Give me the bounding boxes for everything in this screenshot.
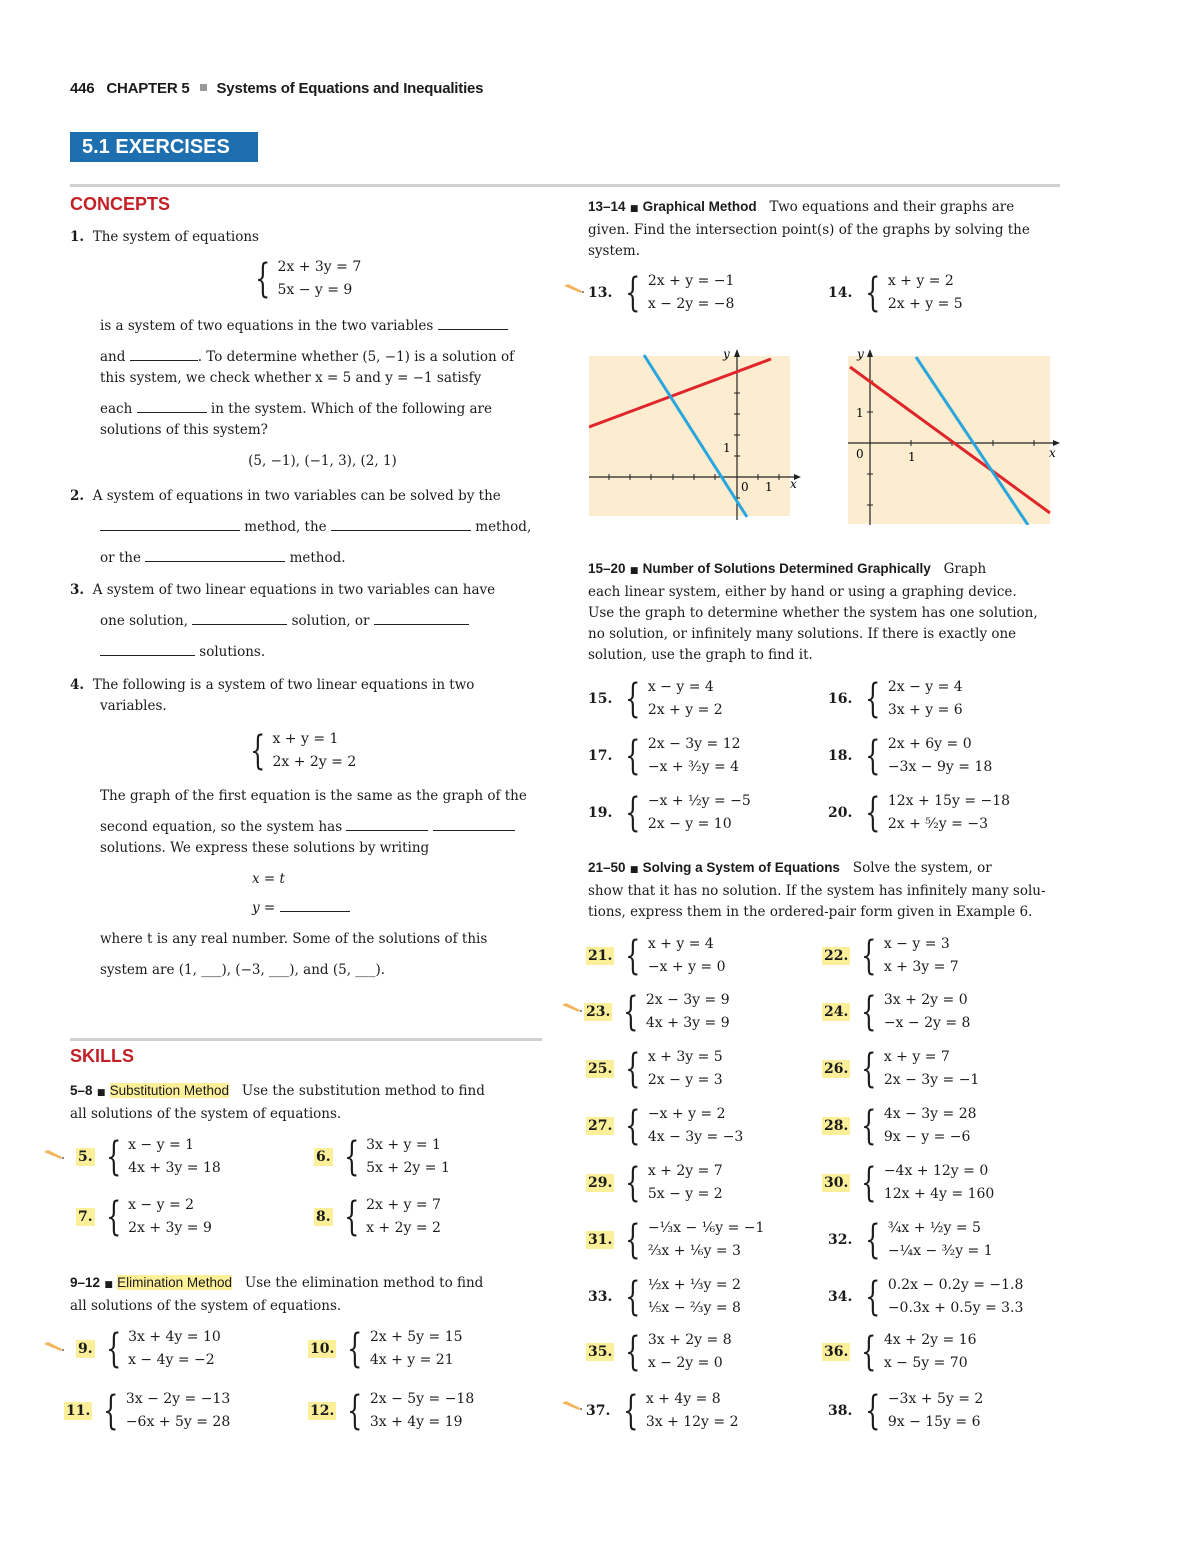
blank[interactable] [374, 612, 469, 625]
left-brace-icon: { [105, 1326, 121, 1372]
p13-eq1: 2x + y = −1 [647, 273, 735, 289]
y-axis-arrow-icon [867, 349, 873, 357]
p28-eq1: 4x − 3y = 28 [883, 1106, 977, 1122]
g1-text2: given. Find the intersection point(s) of the graphs by solving the [588, 222, 1030, 238]
p36-number: 36. [824, 1344, 849, 1360]
left-brace-icon: { [865, 270, 881, 316]
sub2-text2: all solutions of the system of equations. [70, 1298, 342, 1314]
p35-eq2: x − 2y = 0 [647, 1355, 723, 1371]
q3-t3: solution, or [291, 613, 370, 629]
x-axis-label: x [790, 477, 797, 491]
p10-eq2: 4x + y = 21 [369, 1352, 454, 1368]
tick-0: 0 [741, 480, 749, 494]
chapter-label: CHAPTER 5 [106, 80, 190, 97]
p18-number: 18. [828, 748, 853, 764]
problem-14 [826, 270, 963, 316]
g2-text: Graph [943, 561, 987, 577]
graph-14 [848, 345, 1063, 525]
p26-eq2: 2x − 3y = −1 [883, 1072, 980, 1088]
p24-eq1: 3x + 2y = 0 [883, 992, 968, 1008]
p33-eq1: ½x + ⅓y = 2 [647, 1277, 741, 1293]
problem-21 [586, 933, 726, 979]
p19-eq2: 2x − y = 10 [647, 816, 732, 832]
blank[interactable] [438, 317, 508, 330]
p25-eq2: 2x − y = 3 [647, 1072, 723, 1088]
p9-number: 9. [78, 1341, 93, 1357]
problem-35 [586, 1329, 732, 1375]
p8-number: 8. [316, 1209, 331, 1225]
blank[interactable] [100, 643, 195, 656]
p8-eq2: x + 2y = 2 [366, 1220, 441, 1236]
p19-eq1: −x + ½y = −5 [647, 793, 751, 809]
g3-range: 21–50 [588, 860, 626, 875]
p6-number: 6. [316, 1149, 331, 1165]
problem-16 [826, 676, 963, 722]
pencil-icon [44, 1342, 64, 1352]
p22-eq2: x + 3y = 7 [883, 959, 959, 975]
q4-y-line: y = [252, 900, 276, 916]
p22-number: 22. [824, 948, 849, 964]
problem-38 [826, 1388, 983, 1434]
pencil-icon [44, 1150, 64, 1160]
p14-eq2: 2x + y = 5 [887, 296, 963, 312]
left-brace-icon: { [861, 1103, 877, 1149]
problem-29 [586, 1160, 723, 1206]
q4-t6: where t is any real number. Some of the solutions of this [100, 931, 488, 947]
problem-11 [64, 1388, 230, 1434]
blank[interactable] [130, 348, 198, 361]
running-header [70, 80, 483, 97]
left-brace-icon: { [625, 1274, 641, 1320]
left-brace-icon: { [625, 1329, 641, 1375]
p34-eq1: 0.2x − 0.2y = −1.8 [887, 1277, 1024, 1293]
elimination-instructions: 9–12 ■ Elimination Method Use the elimination method to find all solutions of the system of equations. [70, 1272, 542, 1317]
g2-text4: no solution, or infinitely many solutions. If there is exactly one [588, 626, 1017, 642]
p32-eq1: ¾x + ½y = 5 [887, 1220, 981, 1236]
sub1-range: 5–8 [70, 1083, 93, 1098]
p19-number: 19. [588, 805, 613, 821]
p15-number: 15. [588, 691, 613, 707]
left-brace-icon: { [343, 1134, 359, 1180]
g2-name: Number of Solutions Determined Graphically [642, 561, 931, 576]
p12-number: 12. [310, 1403, 335, 1419]
p11-eq1: 3x − 2y = −13 [125, 1391, 231, 1407]
p30-number: 30. [824, 1175, 849, 1191]
tick-1-x: 1 [908, 450, 916, 464]
p6-eq2: 5x + 2y = 1 [366, 1160, 450, 1176]
p17-eq2: −x + ³⁄₂y = 4 [647, 759, 740, 775]
chapter-title: Systems of Equations and Inequalities [216, 80, 484, 97]
problem-10 [308, 1326, 463, 1372]
left-brace-icon: { [255, 256, 271, 302]
p28-eq2: 9x − y = −6 [883, 1129, 971, 1145]
problem-17 [586, 733, 741, 779]
q1-system [250, 256, 361, 302]
g3-name: Solving a System of Equations [642, 860, 840, 875]
p37-number: 37. [586, 1403, 611, 1419]
p32-eq2: −¼x − ³⁄₂y = 1 [887, 1243, 993, 1259]
g2-text5: solution, use the graph to find it. [588, 647, 813, 663]
problem-36 [822, 1329, 977, 1375]
p32-number: 32. [828, 1232, 853, 1248]
left-brace-icon: { [625, 933, 641, 979]
q1-t3: . To determine whether (5, −1) is a solution of [197, 349, 515, 365]
q3-t4: solutions. [199, 644, 266, 660]
p29-eq2: 5x − y = 2 [647, 1186, 723, 1202]
problem-18 [826, 733, 992, 779]
p16-eq1: 2x − y = 4 [887, 679, 963, 695]
tick-1-y: 1 [723, 441, 731, 455]
p10-number: 10. [310, 1341, 335, 1357]
problem-24 [822, 989, 970, 1035]
problem-23 [584, 989, 730, 1035]
sub1-text: Use the substitution method to find [241, 1083, 485, 1099]
problem-34 [826, 1274, 1023, 1320]
left-brace-icon: { [625, 790, 641, 836]
problem-32 [826, 1217, 993, 1263]
number-of-solutions-instructions: 15–20 ■ Number of Solutions Determined Graphically Graph each linear system, either by hand or using a graphing device. Use the graph to determine whether the system has one solution, no solution, or infinitely many solutions. If there is exactly one solution, use the graph to find it. [588, 558, 1058, 666]
q2-number: 2. [70, 488, 85, 504]
q1-t2: and [100, 349, 126, 365]
q3-number: 3. [70, 582, 85, 598]
pencil-icon [562, 1003, 582, 1013]
p13-number: 13. [588, 285, 613, 301]
q1-text [100, 316, 545, 472]
p17-number: 17. [588, 748, 613, 764]
sub2-range: 9–12 [70, 1275, 101, 1290]
q1-number: 1. [70, 229, 85, 245]
q4-eq1: x + y = 1 [272, 731, 339, 747]
divider-skills [70, 1038, 542, 1041]
blank[interactable] [145, 549, 285, 562]
p25-eq1: x + 3y = 5 [647, 1049, 723, 1065]
left-brace-icon: { [625, 1217, 641, 1263]
p29-number: 29. [588, 1175, 613, 1191]
separator-square-icon [200, 84, 207, 91]
g2-text3: Use the graph to determine whether the system has one solution, [588, 605, 1038, 621]
line-red [850, 367, 1050, 513]
p12-eq1: 2x − 5y = −18 [369, 1391, 475, 1407]
blank[interactable] [331, 518, 471, 531]
substitution-instructions: 5–8 ■ Substitution Method Use the substitution method to find all solutions of the system of equations. [70, 1080, 542, 1125]
q4-text [100, 786, 545, 981]
p12-eq2: 3x + 4y = 19 [369, 1414, 463, 1430]
q4-eq2: 2x + 2y = 2 [272, 754, 357, 770]
left-brace-icon: { [861, 1329, 877, 1375]
q4-number: 4. [70, 677, 85, 693]
y-axis-label: y [723, 347, 730, 361]
p24-number: 24. [824, 1004, 849, 1020]
q4-t1: The following is a system of two linear equations in two [92, 677, 475, 693]
section-banner: 5.1 EXERCISES [70, 132, 258, 162]
sub2-name: Elimination Method [117, 1275, 232, 1290]
sub1-name: Substitution Method [109, 1083, 229, 1098]
p38-eq1: −3x + 5y = 2 [887, 1391, 984, 1407]
line-red [589, 359, 771, 427]
left-brace-icon: { [865, 1217, 881, 1263]
left-brace-icon: { [347, 1326, 363, 1372]
y-axis-arrow-icon [734, 349, 740, 357]
g1-range: 13–14 [588, 199, 626, 214]
problem-12 [308, 1388, 474, 1434]
blank[interactable] [192, 612, 287, 625]
q2-t2: method, the [244, 519, 327, 535]
left-brace-icon: { [865, 676, 881, 722]
left-brace-icon: { [861, 933, 877, 979]
q4-t7: system are (1, ___), (−3, ___), and (5, ___). [100, 962, 386, 978]
problem-19 [586, 790, 751, 836]
g2-text2: each linear system, either by hand or using a graphing device. [588, 584, 1017, 600]
left-brace-icon: { [861, 989, 877, 1035]
q1-intro: The system of equations [92, 229, 259, 245]
p15-eq1: x − y = 4 [647, 679, 714, 695]
p7-eq1: x − y = 2 [128, 1197, 195, 1213]
p30-eq2: 12x + 4y = 160 [883, 1186, 995, 1202]
p21-number: 21. [588, 948, 613, 964]
p31-eq2: ⅔x + ⅙y = 3 [647, 1243, 741, 1259]
left-brace-icon: { [343, 1194, 359, 1240]
p8-eq1: 2x + y = 7 [366, 1197, 441, 1213]
p14-eq1: x + y = 2 [887, 273, 954, 289]
q4-t4: second equation, so the system has [100, 819, 343, 835]
q3-t2: one solution, [100, 613, 189, 629]
problem-6 [314, 1134, 450, 1180]
left-brace-icon: { [625, 1160, 641, 1206]
p35-number: 35. [588, 1344, 613, 1360]
question-1 [70, 227, 542, 248]
p26-number: 26. [824, 1061, 849, 1077]
left-brace-icon: { [623, 1388, 639, 1434]
problem-5 [76, 1134, 221, 1180]
left-brace-icon: { [861, 1046, 877, 1092]
q2-t3: method, [475, 519, 532, 535]
blank[interactable] [280, 899, 350, 912]
p18-eq2: −3x − 9y = 18 [887, 759, 993, 775]
question-2 [70, 486, 542, 569]
y-axis-label: y [857, 347, 864, 361]
concepts-heading: CONCEPTS [70, 194, 171, 214]
problem-28 [822, 1103, 977, 1149]
p14-number: 14. [828, 285, 853, 301]
problem-27 [586, 1103, 743, 1149]
line-blue [916, 357, 1028, 525]
sub1-text2: all solutions of the system of equations. [70, 1106, 342, 1122]
left-brace-icon: { [865, 733, 881, 779]
p37-eq1: x + 4y = 8 [645, 1391, 721, 1407]
p34-number: 34. [828, 1289, 853, 1305]
left-brace-icon: { [861, 1160, 877, 1206]
q1-options: (5, −1), (−1, 3), (2, 1) [248, 453, 397, 469]
g1-name: Graphical Method [642, 199, 757, 214]
q1-t7: solutions of this system? [100, 422, 268, 438]
left-brace-icon: { [623, 989, 639, 1035]
graphical-instructions: 13–14 ■ Graphical Method Two equations and their graphs are given. Find the intersection point(s) of the graphs by solving the system. [588, 196, 1058, 262]
question-3 [70, 580, 542, 663]
p5-number: 5. [78, 1149, 93, 1165]
p29-eq1: x + 2y = 7 [647, 1163, 723, 1179]
g1-text3: system. [588, 243, 640, 259]
p20-number: 20. [828, 805, 853, 821]
p10-eq1: 2x + 5y = 15 [369, 1329, 463, 1345]
g3-text2: show that it has no solution. If the system has infinitely many solu- [588, 883, 1046, 899]
p38-eq2: 9x − 15y = 6 [887, 1414, 981, 1430]
p11-number: 11. [66, 1403, 91, 1419]
problem-20 [826, 790, 1010, 836]
p6-eq1: 3x + y = 1 [366, 1137, 441, 1153]
line-blue [644, 355, 747, 517]
left-brace-icon: { [625, 1046, 641, 1092]
p5-eq1: x − y = 1 [128, 1137, 195, 1153]
solving-instructions: 21–50 ■ Solving a System of Equations Solve the system, or show that it has no solution. If the system has infinitely many solu- tions, express them in the ordered-pair form given in Example 6. [588, 857, 1058, 923]
p24-eq2: −x − 2y = 8 [883, 1015, 971, 1031]
p33-eq2: ⅕x − ⅔y = 8 [647, 1300, 741, 1316]
p34-eq2: −0.3x + 0.5y = 3.3 [887, 1300, 1024, 1316]
q3-t1: A system of two linear equations in two variables can have [92, 582, 496, 598]
problem-8 [314, 1194, 441, 1240]
p38-number: 38. [828, 1403, 853, 1419]
p15-eq2: 2x + y = 2 [647, 702, 723, 718]
q4-t5: solutions. We express these solutions by writing [100, 840, 430, 856]
p5-eq2: 4x + 3y = 18 [128, 1160, 221, 1176]
page-number: 446 [70, 80, 95, 97]
p20-eq1: 12x + 15y = −18 [887, 793, 1011, 809]
g1-text: Two equations and their graphs are [769, 199, 1015, 215]
g3-text3: tions, express them in the ordered-pair form given in Example 6. [588, 904, 1033, 920]
p9-eq1: 3x + 4y = 10 [128, 1329, 221, 1345]
problem-13 [586, 270, 734, 316]
q2-t5: method. [289, 550, 346, 566]
g2-range: 15–20 [588, 561, 626, 576]
p21-eq2: −x + y = 0 [647, 959, 726, 975]
p27-eq2: 4x − 3y = −3 [647, 1129, 744, 1145]
tick-1-x: 1 [765, 480, 773, 494]
blank[interactable] [100, 518, 240, 531]
left-brace-icon: { [103, 1388, 119, 1434]
p26-eq1: x + y = 7 [883, 1049, 950, 1065]
question-4 [70, 675, 542, 717]
left-brace-icon: { [625, 1103, 641, 1149]
blank[interactable] [433, 818, 515, 831]
p35-eq1: 3x + 2y = 8 [647, 1332, 732, 1348]
p28-number: 28. [824, 1118, 849, 1134]
p27-eq1: −x + y = 2 [647, 1106, 726, 1122]
p7-eq2: 2x + 3y = 9 [128, 1220, 212, 1236]
p31-eq1: −⅓x − ⅙y = −1 [647, 1220, 765, 1236]
left-brace-icon: { [625, 270, 641, 316]
problem-22 [822, 933, 959, 979]
q4-t2: variables. [100, 698, 167, 714]
blank[interactable] [137, 400, 207, 413]
p18-eq1: 2x + 6y = 0 [887, 736, 972, 752]
q1-t5: each [100, 401, 133, 417]
sub2-text: Use the elimination method to find [244, 1275, 484, 1291]
left-brace-icon: { [105, 1194, 121, 1240]
p21-eq1: x + y = 4 [647, 936, 714, 952]
p36-eq2: x − 5y = 70 [883, 1355, 968, 1371]
q4-t3: The graph of the first equation is the same as the graph of the [100, 788, 527, 804]
p22-eq1: x − y = 3 [883, 936, 950, 952]
p23-number: 23. [586, 1004, 611, 1020]
p25-number: 25. [588, 1061, 613, 1077]
left-brace-icon: { [865, 790, 881, 836]
p31-number: 31. [588, 1232, 613, 1248]
left-brace-icon: { [347, 1388, 363, 1434]
left-brace-icon: { [865, 1388, 881, 1434]
graph-13 [589, 345, 804, 520]
left-brace-icon: { [625, 676, 641, 722]
p37-eq2: 3x + 12y = 2 [645, 1414, 739, 1430]
p23-eq2: 4x + 3y = 9 [645, 1015, 730, 1031]
q1-t6: in the system. Which of the following are [210, 401, 493, 417]
left-brace-icon: { [250, 728, 266, 774]
problem-9 [76, 1326, 221, 1372]
pencil-icon [562, 1401, 582, 1411]
q1-t4: this system, we check whether x = 5 and y = −1 satisfy [100, 370, 482, 386]
q2-t4: or the [100, 550, 141, 566]
p23-eq1: 2x − 3y = 9 [645, 992, 730, 1008]
p11-eq2: −6x + 5y = 28 [125, 1414, 231, 1430]
p36-eq1: 4x + 2y = 16 [883, 1332, 977, 1348]
q4-x-line: x = t [252, 871, 285, 887]
g3-text: Solve the system, or [852, 860, 992, 876]
left-brace-icon: { [625, 733, 641, 779]
blank[interactable] [346, 818, 428, 831]
p33-number: 33. [588, 1289, 613, 1305]
divider-top [70, 184, 1060, 187]
left-brace-icon: { [105, 1134, 121, 1180]
problem-25 [586, 1046, 723, 1092]
p20-eq2: 2x + ⁵⁄₂y = −3 [887, 816, 988, 832]
tick-0: 0 [856, 447, 864, 461]
p16-number: 16. [828, 691, 853, 707]
q1-eq2: 5x − y = 9 [277, 282, 353, 298]
x-axis-label: x [1049, 446, 1056, 460]
problem-31 [586, 1217, 764, 1263]
q4-system [245, 728, 356, 774]
p13-eq2: x − 2y = −8 [647, 296, 735, 312]
problem-15 [586, 676, 723, 722]
problem-30 [822, 1160, 994, 1206]
q1-t1: is a system of two equations in the two variables [100, 318, 434, 334]
p27-number: 27. [588, 1118, 613, 1134]
p16-eq2: 3x + y = 6 [887, 702, 963, 718]
tick-1-y: 1 [856, 406, 864, 420]
problem-26 [822, 1046, 979, 1092]
p30-eq1: −4x + 12y = 0 [883, 1163, 989, 1179]
p7-number: 7. [78, 1209, 93, 1225]
q2-t1: A system of equations in two variables can be solved by the [92, 488, 501, 504]
pencil-icon [564, 284, 584, 294]
p9-eq2: x − 4y = −2 [128, 1352, 215, 1368]
left-brace-icon: { [865, 1274, 881, 1320]
p17-eq1: 2x − 3y = 12 [647, 736, 741, 752]
problem-37 [584, 1388, 739, 1434]
problem-33 [586, 1274, 741, 1320]
skills-heading: SKILLS [70, 1046, 135, 1066]
problem-7 [76, 1194, 212, 1240]
q1-eq1: 2x + 3y = 7 [277, 259, 362, 275]
